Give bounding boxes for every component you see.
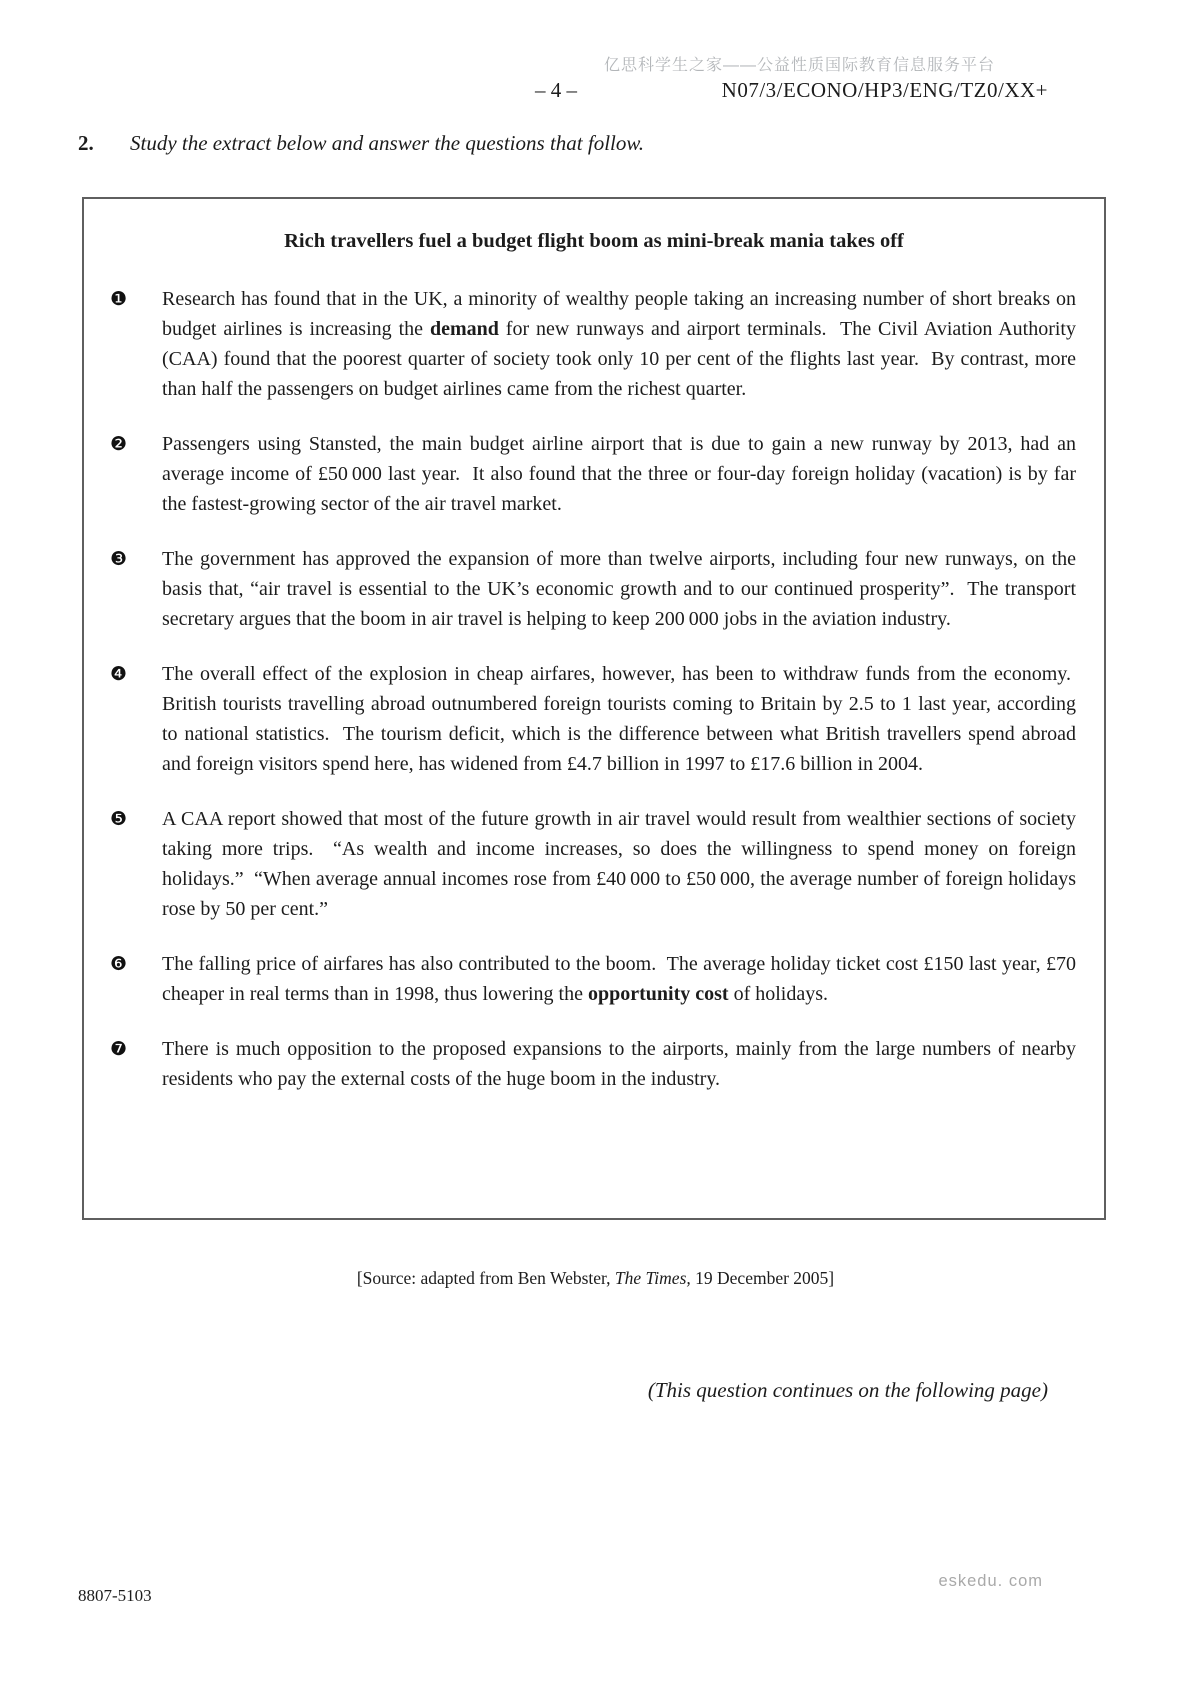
paper-code: N07/3/ECONO/HP3/ENG/TZ0/XX+	[721, 78, 1048, 102]
paragraph-text: Research has found that in the UK, a minority of wealthy people taking an increasing number of short breaks on budget airlines is increasing the demand for new runways and airport terminals. The Civil Aviation Authority (CAA) found that the poorest quarter of society took only 10 per cent of the flights last year. By contrast, more than half the passengers on budget airlines came from the richest quarter.	[162, 288, 1076, 400]
extract-paragraph	[110, 544, 1076, 634]
paragraph-text: A CAA report showed that most of the future growth in air travel would result from wealthier sections of society taking more trips. “As wealth and income increases, so does the willingness to spend money on foreign holidays.” “When average annual incomes rose from £40 000 to £50 000, the average number of foreign holidays rose by 50 per cent.”	[162, 808, 1076, 920]
extract-paragraph	[110, 949, 1076, 1009]
extract-paragraph	[110, 659, 1076, 779]
source-line: [Source: adapted from Ben Webster, The Times, 19 December 2005]	[356, 1268, 835, 1288]
paragraph-text: Passengers using Stansted, the main budget airline airport that is due to gain a new runway by 2013, had an average income of £50 000 last year. It also found that the three or four-day foreign holiday (vacation) is by far the fastest-growing sector of the air travel market.	[162, 433, 1076, 515]
watermark-text: 亿思科学生之家——公益性质国际教育信息服务平台	[603, 57, 995, 74]
question-instruction: Study the extract below and answer the questions that follow.	[130, 131, 645, 155]
extract-paragraph	[110, 1034, 1076, 1094]
paragraph-number-badge: ❺	[110, 808, 128, 830]
continuation-note: (This question continues on the following page)	[647, 1378, 1048, 1402]
extract-title: Rich travellers fuel a budget flight boom as mini-break mania takes off	[284, 230, 904, 252]
site-watermark: eskedu. com	[938, 1572, 1043, 1590]
paragraph-number-badge: ❻	[110, 953, 128, 975]
paragraph-text: The falling price of airfares has also contributed to the boom. The average holiday ticket cost £150 last year, £70 cheaper in real terms than in 1998, thus lowering the opportunity cost of holidays.	[162, 953, 1076, 1005]
paragraph-number-badge: ❹	[110, 663, 128, 685]
question-number: 2.	[78, 131, 94, 155]
paragraph-number-badge: ❶	[110, 288, 128, 310]
extract-box	[82, 197, 1106, 1220]
page-number: – 4 –	[535, 78, 577, 102]
question-line	[78, 131, 1108, 156]
paragraph-text: There is much opposition to the proposed expansions to the airports, mainly from the large numbers of nearby residents who pay the external costs of the huge boom in the industry.	[162, 1038, 1076, 1090]
paragraph-text: The government has approved the expansion of more than twelve airports, including four new runways, on the basis that, “air travel is essential to the UK’s economic growth and to our continued prosperity”. The transport secretary argues that the boom in air travel is helping to keep 200 000 jobs in the aviation industry.	[162, 548, 1076, 630]
extract-paragraphs	[84, 284, 1104, 1094]
footer-code: 8807-5103	[78, 1586, 152, 1605]
paragraph-number-badge: ❼	[110, 1038, 128, 1060]
paragraph-number-badge: ❷	[110, 433, 128, 455]
extract-paragraph	[110, 284, 1076, 404]
paragraph-number-badge: ❸	[110, 548, 128, 570]
extract-paragraph	[110, 804, 1076, 924]
extract-paragraph	[110, 429, 1076, 519]
paragraph-text: The overall effect of the explosion in cheap airfares, however, has been to withdraw funds from the economy. British tourists travelling abroad outnumbered foreign tourists coming to Britain by 2.5 to 1 last year, according to national statistics. The tourism deficit, which is the difference between what British travellers spend abroad and foreign visitors spend here, has widened from £4.7 billion in 1997 to £17.6 billion in 2004.	[162, 663, 1076, 775]
